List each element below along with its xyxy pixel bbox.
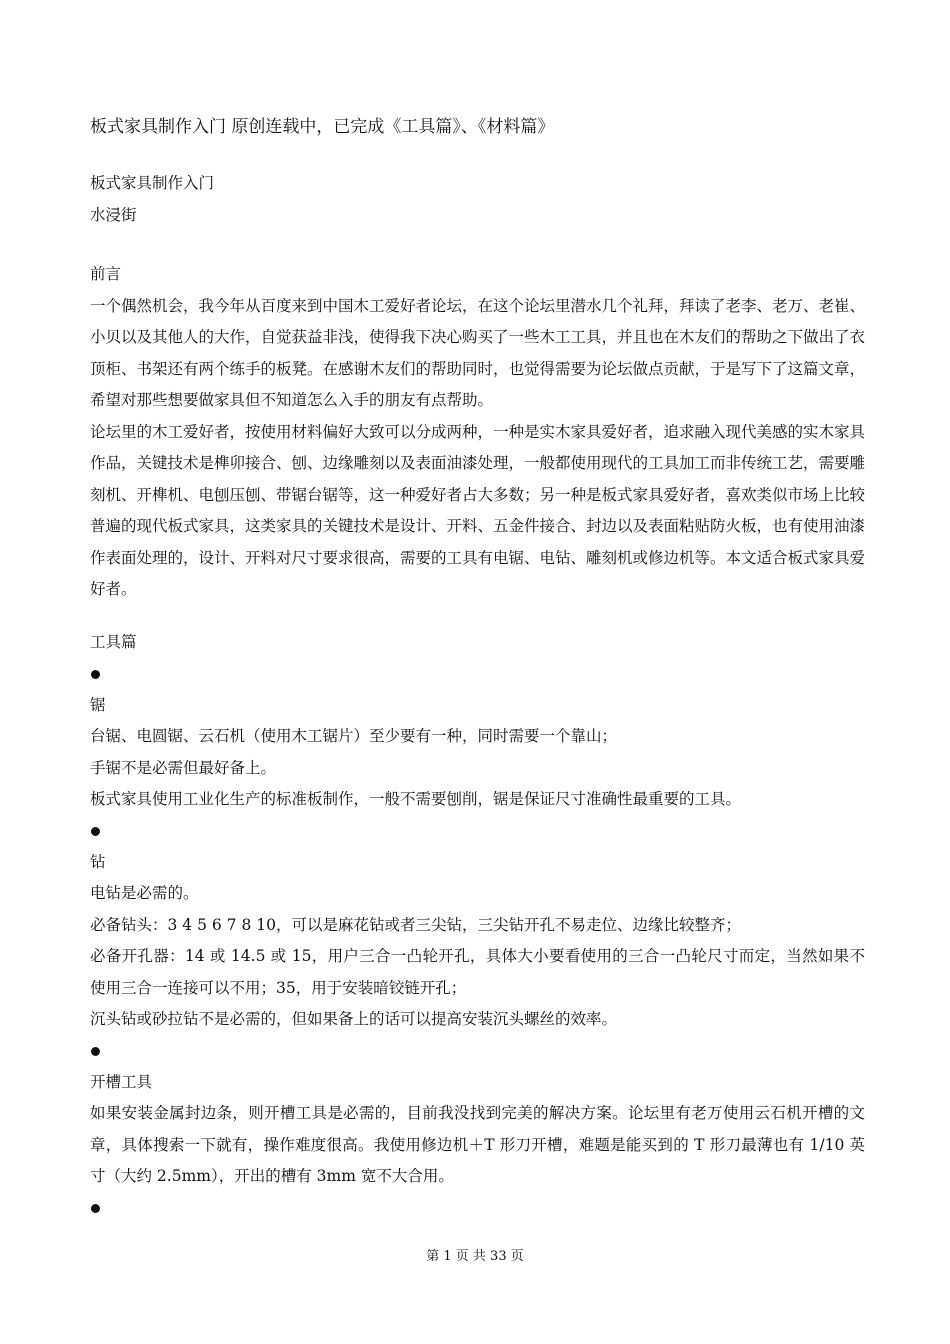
saw-line-3: 板式家具使用工业化生产的标准板制作，一般不需要刨削，锯是保证尺寸准确性最重要的工具。: [90, 790, 742, 808]
bullet-icon: [91, 1204, 100, 1213]
drill-heading: 钻: [90, 852, 106, 871]
author: 水浸街: [90, 205, 137, 224]
saw-line-2: 手锯不是必需但最好备上。: [90, 758, 277, 777]
tools-section: [90, 627, 865, 1224]
saw-heading: 锯: [90, 695, 106, 714]
preface-paragraph-2: 论坛里的木工爱好者，按使用材料偏好大致可以分成两种，一种是实木家具爱好者，追求融入现代美感的实木家具作品，关键技术是榫卯接合、刨、边缘雕刻以及表面油漆处理，一般都使用现代的工具加工而非传统工艺，需要雕刻机、开榫机、电刨压刨、带锯台锯等，这一种爱好者占大多数；另一种是板式家具爱好者，喜欢类似市场上比较普遍的现代板式家具，这类家具的关键技术是设计、开料、五金件接合、封边以及表面粘贴防火板，也有使用油漆作表面处理的，设计、开料对尺寸要求很高，需要的工具有电锯、电钻、雕刻机或修边机等。本文适合板式家具爱好者。: [90, 422, 866, 598]
drill-line-3: 必备开孔器：14 或 14.5 或 15，用户三合一凸轮开孔，具体大小要看使用的三合一凸轮尺寸而定，当然如果不使用三合一连接可以不用；35，用于安装暗铰链开孔；: [90, 947, 865, 997]
drill-line-1: 电钻是必需的。: [90, 884, 199, 902]
saw-line-1: 台锯、电圆锯、云石机（使用木工锯片）至少要有一种，同时需要一个靠山；: [90, 727, 618, 745]
drill-line-4: 沉头钻或砂拉钻不是必需的，但如果备上的话可以提高安装沉头螺丝的效率。: [90, 1010, 618, 1028]
groove-paragraph: 如果安装金属封边条，则开槽工具是必需的，目前我没找到完美的解决方案。论坛里有老万使用云石机开槽的文章，具体搜索一下就有，操作难度很高。我使用修边机＋T 形刀开槽，难题是能买到的 T 形刀最薄也有 1/10 英寸（大约 2.5mm），开出的槽有 3mm 宽不大合用。: [90, 1104, 865, 1185]
page-footer: 第 1 页 共 33 页: [426, 1249, 524, 1264]
preface-section: [90, 259, 865, 606]
bullet-icon: [91, 827, 100, 836]
preface-paragraph-1: 一个偶然机会，我今年从百度来到中国木工爱好者论坛，在这个论坛里潜水几个礼拜，拜读了老李、老万、老崔、小贝以及其他人的大作，自觉获益非浅，使得我下决心购买了一些木工工具，并且也在木友们的帮助之下做出了衣顶柜、书架还有两个练手的板凳。在感谢木友们的帮助同时，也觉得需要为论坛做点贡献，于是写下了这篇文章，希望对那些想要做家具但不知道怎么入手的朋友有点帮助。: [90, 296, 866, 409]
bullet-icon: [91, 670, 100, 679]
drill-line-2: 必备钻头：3 4 5 6 7 8 10，可以是麻花钻或者三尖钻，三尖钻开孔不易走位、边缘比较整齐；: [90, 915, 741, 934]
document-title: 板式家具制作入门 原创连载中，已完成《工具篇》、《材料篇》: [90, 117, 555, 137]
tools-heading: 工具篇: [90, 633, 137, 651]
bullet-icon: [91, 1047, 100, 1056]
header-block: [90, 168, 865, 231]
preface-heading: 前言: [90, 265, 122, 283]
groove-heading: 开槽工具: [90, 1072, 153, 1091]
subtitle: 板式家具制作入门: [90, 174, 215, 192]
